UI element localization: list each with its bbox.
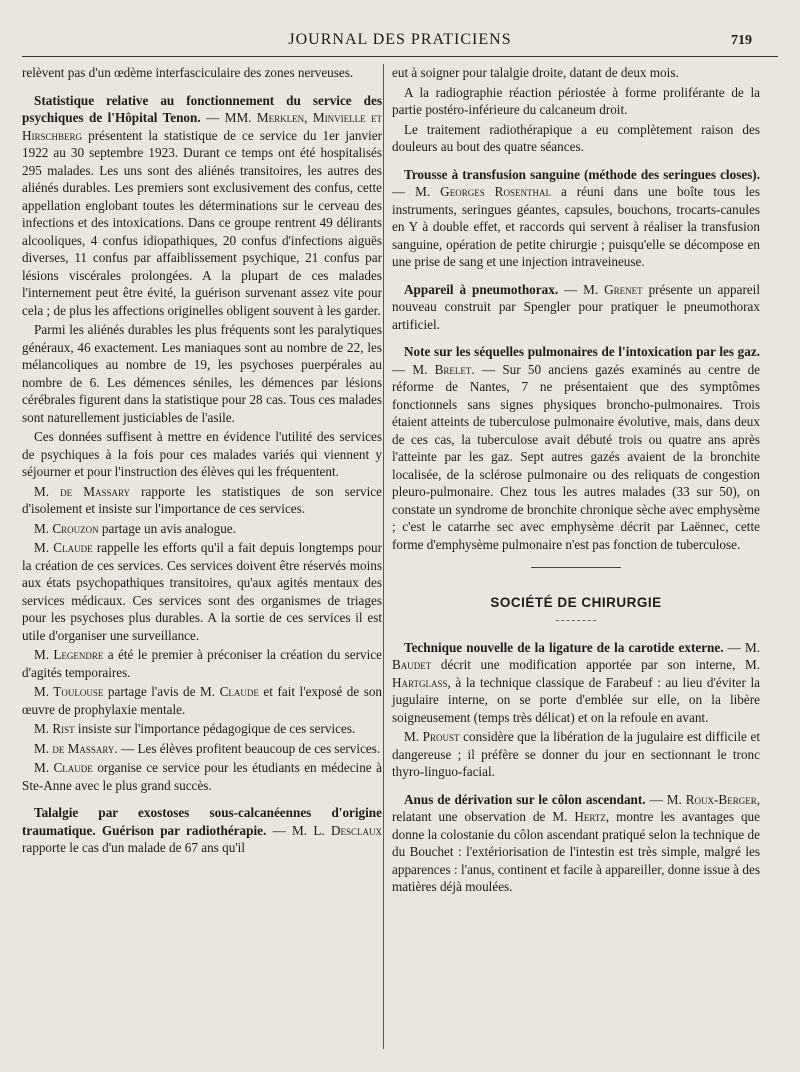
paragraph: Le traitement radiothérapique a eu complètement raison des douleurs au bout des quatre séances.	[392, 121, 760, 154]
article-talalgie	[22, 804, 382, 857]
page-header	[0, 0, 800, 50]
article-text: présente un appareil nouveau construit par Spengler pour pratiquer le pneumothorax artificiel.	[392, 281, 761, 332]
journal-title: JOURNAL DES PRATICIENS	[288, 31, 512, 48]
article-text: à la technique classique de Farabeuf : au lieu d'éviter la jugulaire interne, on se porte d'emblée sur elle, on la libère soigneusement (temps très délicat) et on la refoule en avant.	[392, 674, 760, 725]
article-trousse	[392, 166, 760, 271]
paragraph	[22, 804, 382, 857]
article-text: relatant une observation de	[392, 809, 546, 824]
article-carotide	[392, 639, 760, 781]
paragraph	[22, 646, 382, 681]
speaker-name: M. Toulouse	[34, 684, 104, 699]
article-authors: — M. Roux-Berger,	[649, 791, 760, 807]
article-title: Anus de dérivation sur le côlon ascendant.	[404, 791, 646, 807]
header-rule	[22, 56, 778, 57]
paragraph	[392, 281, 760, 334]
article-text: a réuni dans une boîte tous les instruments, seringues géantes, capsules, bouchons, trocarts-canules en Y à double effet, et raccords qui servent à réaliser la transfusion sanguine, opération de petite chirurgie ; puisqu'elle se décompose en une prise de sang et une injection intraveineuse.	[392, 184, 760, 269]
paragraph-text: considère que la libération de la jugulaire est difficile et dangereuse ; il préfère se donner du jour en sectionnant le tronc thyro-linguo-facial.	[392, 729, 760, 779]
article-text: — Sur 50 anciens gazés examinés au centre de réforme de Nantes, 7 ne présentaient que des symptômes fonctionnels sans signes physiques broncho-pulmonaires. Trois étaient atteints de tuberculose pulmonaire évolutive, mais, dans deux de ces cas, la tuberculose avait débuté trois ou quatre ans après l'atteinte par les gaz. Sept autres gazés avaient de la bronchite localisée, de la sclérose pulmonaire ou des reliquats de congestion pleuro-pulmonaire. Chez tous les autres malades (33 sur 50), on constate un syndrome de bronchite chronique sèche avec emphysème ; c'est le catarrhe sec avec emphysème décrit par Laënnec, cette forme d'emphysème pulmonaire n'est pas fonction de tuberculose.	[392, 361, 761, 552]
speaker-name: M. Hertz,	[552, 809, 610, 824]
paragraph	[392, 166, 760, 271]
article-authors: — M. Georges Rosenthal	[392, 184, 551, 199]
speaker-name: M. Claude	[34, 760, 93, 775]
article-title: Trousse à transfusion sanguine (méthode des seringues closes).	[404, 166, 760, 182]
article-title: Statistique relative au fonctionnement du service des psychiques de l'Hôpital Tenon.	[22, 92, 382, 125]
paragraph-text: et fait l'exposé de son œuvre de prophylaxie mentale.	[22, 684, 383, 717]
article-title: Technique nouvelle de la ligature de la carotide externe.	[404, 639, 724, 655]
paragraph	[392, 639, 760, 727]
article-pneumothorax	[392, 281, 760, 334]
paragraph	[392, 791, 760, 896]
paragraph: Parmi les aliénés durables les plus fréquents sont les paralytiques généraux, 46 exactement. Les maniaques sont au nombre de 22, les mélancoliques au nombre de 19, les psychoses puerpérales au nombre de 6. Les démences séniles, les démences par lésions cérébrales figurent dans la statistique pour 28 cas. Tous ces malades sont naturellement justiciables de l'asile.	[22, 322, 382, 425]
paragraph-text: a été le premier à préconiser la création du service d'agités temporaires.	[22, 647, 383, 680]
paragraph	[22, 92, 382, 320]
speaker-name: M. Rist	[34, 721, 75, 736]
paragraph: A la radiographie réaction périostée à forme proliférante de la partie postéro-inférieure du calcaneum droit.	[392, 84, 760, 117]
paragraph-text: partage l'avis de	[107, 684, 196, 699]
society-title: SOCIÉTÉ DE CHIRURGIE	[490, 595, 662, 610]
article-text: montre les avantages que donne la colostanie du côlon ascendant pratiqué selon la technique de du Bouchet : l'extériorisation de l'intestin est très simple, malgré les apparences : l'anus, continent et facile à appareiller, donne issue à des matières déjà moulées.	[392, 809, 760, 894]
speaker-name: M. de Massary	[34, 483, 130, 499]
article-authors: — M. Baudet	[392, 639, 761, 672]
section-subrule	[556, 620, 596, 621]
speaker-name: M. Hartglass,	[392, 657, 760, 690]
article-authors: — M. L. Desclaux	[272, 822, 383, 838]
paragraph	[22, 740, 382, 758]
article-title: Note sur les séquelles pulmonaires de l'intoxication par les gaz.	[404, 344, 760, 359]
article-text: rapporte le cas d'un malade de 67 ans qu'il	[22, 840, 246, 855]
article-text: présentent la statistique de ce service du 1er janvier 1922 au 30 septembre 1923. Durant ce temps ont été hospitalisés 295 malades. Les uns sont des aliénés transitoires, les autres des aliénés durables. Les premiers sont exclusivement des confus, cette appellation englobant toutes les déterminations sur le cerveau des infections et des intoxications. Dans ce groupe rentrent 49 délirants alcooliques, 4 confus idiopathiques, 20 confus d'infections aiguës diverses, 11 confus par affaiblissement psychique, 21 confus par lésions viscérales prolongées. A la plupart de ces malades l'internement peut être évité, la guérison survenant assez vite pour cela ; de plus les affections originelles obligent souvent à les garder.	[22, 127, 383, 318]
speaker-name: M. de Massary.	[34, 740, 118, 756]
paragraph-text: rapporte les statistiques de son service d'isolement et insiste sur l'importance de ces services.	[22, 483, 383, 516]
paragraph-text: rappelle les efforts qu'il a fait depuis longtemps pour la création de ces services. Ces services doivent être réservés moins aux états psychopathiques transitoires, qu'aux agités mentaux des services médicaux. Ces services sont des organismes de triages pour les psychoses plus durables. A la sortie de ces services il est utile d'organiser une surveillance.	[22, 540, 383, 643]
article-title: Talalgie par exostoses sous-calcanéennes d'origine traumatique. Guérison par radiothérapie.	[22, 805, 382, 838]
paragraph-text: organise ce service pour les étudiants en médecine à Ste-Anne avec le plus grand succès.	[22, 760, 383, 793]
paragraph	[22, 520, 382, 538]
left-column	[22, 64, 382, 859]
speaker-name: M. Claude	[34, 540, 93, 555]
paragraph-text: insiste sur l'importance pédagogique de ces services.	[77, 721, 356, 736]
article-anus	[392, 791, 760, 896]
speaker-name: M. Legendre	[34, 647, 104, 662]
column-divider	[383, 64, 384, 1049]
paragraph	[22, 683, 382, 718]
speaker-name: M. Crouzon	[34, 520, 99, 536]
paragraph-text: partage un avis analogue.	[101, 520, 236, 536]
paragraph-text: — Les élèves profitent beaucoup de ces services.	[120, 740, 381, 756]
paragraph: Ces données suffisent à mettre en évidence l'utilité des services de psychiques à la fois pour ces malades variés qui viennent y séjourner et pour l'instruction des élèves qui les fréquentent.	[22, 429, 382, 479]
intro-paragraph: relèvent pas d'un œdème interfasciculaire des zones nerveuses.	[22, 65, 354, 80]
article-authors: — MM. Merklen, Minvielle et Hirschberg	[22, 110, 382, 143]
speaker-name: M. Claude	[200, 684, 259, 699]
paragraph	[22, 720, 382, 738]
article-title: Appareil à pneumothorax.	[404, 281, 559, 297]
paragraph	[22, 759, 382, 794]
society-heading	[392, 567, 760, 621]
continued-paragraph: eut à soigner pour talalgie droite, datant de deux mois.	[392, 65, 679, 80]
paragraph	[22, 483, 382, 518]
paragraph	[392, 343, 760, 553]
article-sequelles	[392, 343, 760, 553]
article-statistique	[22, 92, 382, 795]
paragraph	[392, 728, 760, 781]
article-text: décrit une modification apportée par son interne,	[440, 657, 736, 672]
article-authors: — M. Grenet	[564, 281, 643, 297]
section-rule	[531, 567, 621, 568]
page-number: 719	[731, 33, 752, 48]
speaker-name: M. Proust	[404, 729, 460, 744]
paragraph	[22, 539, 382, 644]
article-authors: — M. Brelet.	[392, 361, 475, 377]
right-column	[392, 64, 760, 898]
